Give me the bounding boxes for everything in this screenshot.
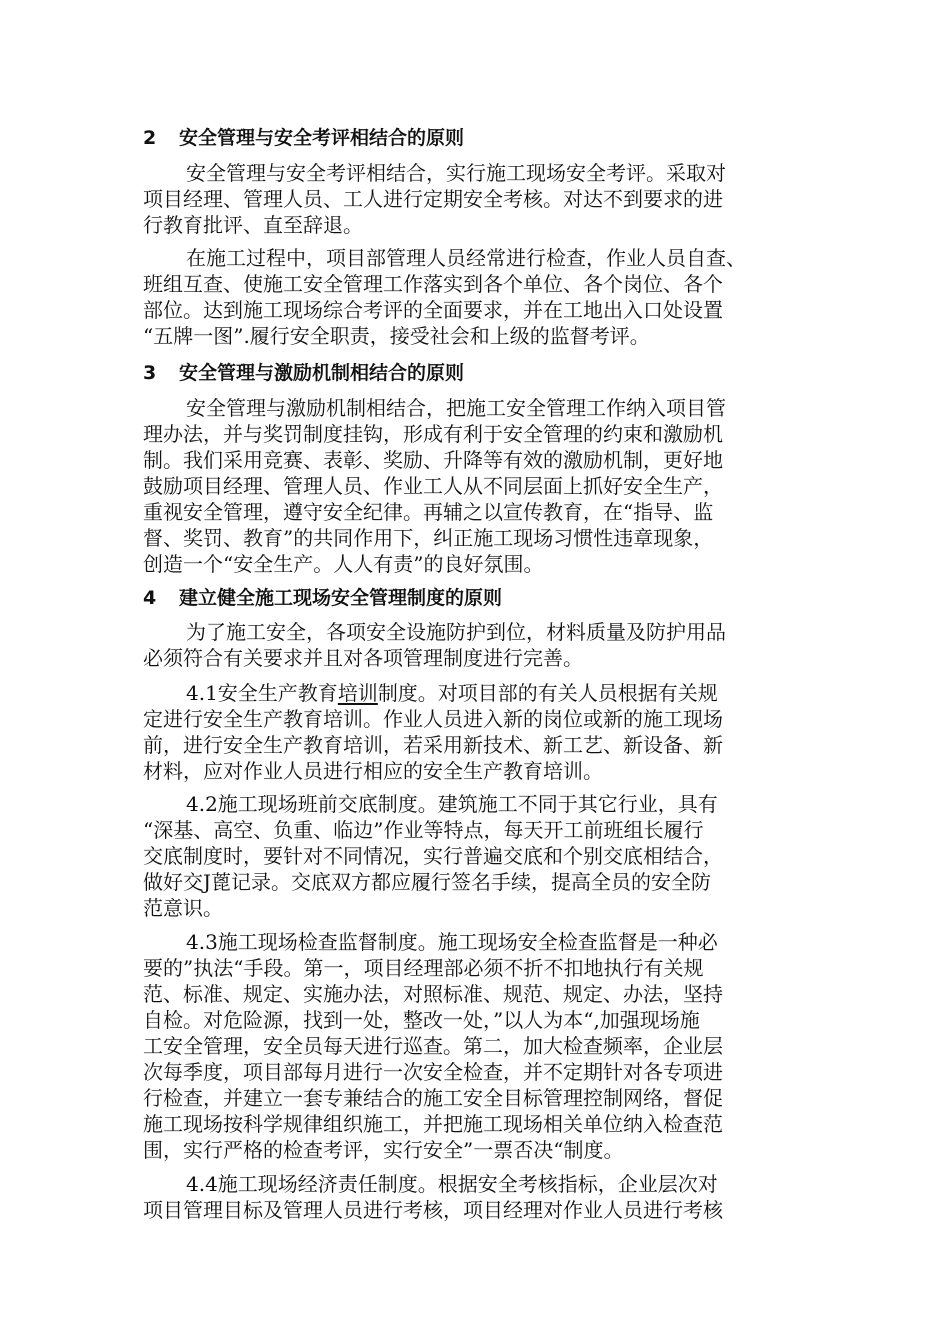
paragraph-line: 工安全管理，安全员每天进行巡查。第二，加大检查频率，企业层 — [143, 1034, 723, 1058]
paragraph-line: 4.2施工现场班前交底制度。建筑施工不同于其它行业，具有 — [186, 792, 718, 816]
paragraph-line: 范、标准、规定、实施办法，对照标准、规范、规定、办法，坚持 — [143, 982, 723, 1006]
section-number: 2 — [143, 127, 157, 149]
paragraph-line: 定进行安全生产教育培训。作业人员进入新的岗位或新的施工现场 — [143, 707, 723, 731]
paragraph-line: 做好交J蓖记录。交底双方都应履行签名手续，提高全员的安全防 — [143, 870, 712, 894]
paragraph-line: 项目管理目标及管理人员进行考核，项目经理对作业人员进行考核 — [143, 1198, 723, 1222]
paragraph-4-4 — [143, 1171, 823, 1223]
paragraph-4-3 — [143, 929, 823, 1163]
paragraph-line: 班组互查、使施工安全管理工作落实到各个单位、各个岗位、各个 — [143, 272, 723, 296]
paragraph-line: 范意识。 — [143, 896, 223, 920]
paragraph-line — [143, 680, 823, 706]
section-title: 安全管理与激励机制相结合的原则 — [179, 362, 465, 384]
paragraph-line: 在施工过程中，项目部管理人员经常进行检查，作业人员自查、 — [186, 246, 746, 270]
paragraph-line: 要的”执法“手段。第一，项目经理部必须不折不扣地执行有关规 — [143, 956, 704, 980]
section-heading-3 — [143, 361, 823, 385]
paragraph-line: 材料，应对作业人员进行相应的安全生产教育培训。 — [143, 759, 603, 783]
section-number: 3 — [143, 362, 157, 384]
paragraph-line: 自检。对危险源，找到一处，整改一处，”以人为本“,加强现场施 — [143, 1008, 700, 1032]
paragraph-line: 前，进行安全生产教育培训，若采用新技术、新工艺、新设备、新 — [143, 733, 723, 757]
section-number: 4 — [143, 587, 157, 609]
paragraph-line: 围，实行严格的检查考评，实行安全”一票否决“制度。 — [143, 1138, 624, 1162]
paragraph-line: 鼓励项目经理、管理人员、作业工人从不同层面上抓好安全生产， — [143, 474, 723, 498]
paragraph-line: 行检查，并建立一套专兼结合的施工安全目标管理控制网络，督促 — [143, 1086, 723, 1110]
paragraph-line: 创造一个“安全生产。人人有责”的良好氛围。 — [143, 552, 544, 576]
paragraph-line: 安全管理与安全考评相结合，实行施工现场安全考评。采取对 — [186, 161, 726, 185]
clause-lead: 4.1安全生产教育 — [186, 681, 338, 705]
paragraph-line: 施工现场按科学规律组织施工，并把施工现场相关单位纳入检查范 — [143, 1112, 723, 1136]
paragraph-line: 交底制度时，要针对不同情况，实行普遍交底和个别交底相结合， — [143, 844, 723, 868]
section-heading-4 — [143, 586, 823, 610]
paragraph — [143, 160, 823, 238]
section-title: 建立健全施工现场安全管理制度的原则 — [179, 587, 503, 609]
clause-rest: 制度。对项目部的有关人员根据有关规 — [377, 681, 718, 705]
paragraph-line: 为了施工安全，各项安全设施防护到位，材料质量及防护用品 — [186, 620, 726, 644]
paragraph-4-2 — [143, 791, 823, 921]
paragraph-line: 重视安全管理，遵守安全纪律。再辅之以宣传教育，在“指导、监 — [143, 500, 714, 524]
paragraph — [143, 619, 823, 671]
paragraph-4-1 — [143, 680, 823, 784]
underlined-term: 培训 — [337, 681, 378, 705]
paragraph-line: 理办法，并与奖罚制度挂钩，形成有利于安全管理的约束和激励机 — [143, 422, 723, 446]
section-title: 安全管理与安全考评相结合的原则 — [179, 127, 465, 149]
section-heading-2 — [143, 126, 823, 150]
paragraph-line: 督、奖罚、教育”的共同作用下，纠正施工现场习惯性违章现象， — [143, 526, 714, 550]
paragraph-line: “深基、高空、负重、临边”作业等特点，每天开工前班组长履行 — [143, 818, 704, 842]
paragraph-line: 制。我们采用竞赛、表彰、奖励、升降等有效的激励机制，更好地 — [143, 448, 723, 472]
paragraph-line: 次每季度，项目部每月进行一次安全检查，并不定期针对各专项进 — [143, 1060, 723, 1084]
paragraph-line: 必须符合有关要求并且对各项管理制度进行完善。 — [143, 646, 583, 670]
paragraph-line: 4.3施工现场检查监督制度。施工现场安全检查监督是一种必 — [186, 930, 718, 954]
paragraph — [143, 395, 823, 577]
paragraph-line: 项目经理、管理人员、工人进行定期安全考核。对达不到要求的进 — [143, 187, 723, 211]
paragraph-line: 4.4施工现场经济责任制度。根据安全考核指标，企业层次对 — [186, 1172, 718, 1196]
paragraph-line: 行教育批评、直至辞退。 — [143, 213, 363, 237]
paragraph-line: 安全管理与激励机制相结合，把施工安全管理工作纳入项目管 — [186, 396, 726, 420]
paragraph-line: 部位。达到施工现场综合考评的全面要求，并在工地出入口处设置 — [143, 298, 723, 322]
paragraph — [143, 245, 823, 349]
paragraph-line: “五牌一图”.履行安全职责，接受社会和上级的监督考评。 — [143, 324, 650, 348]
